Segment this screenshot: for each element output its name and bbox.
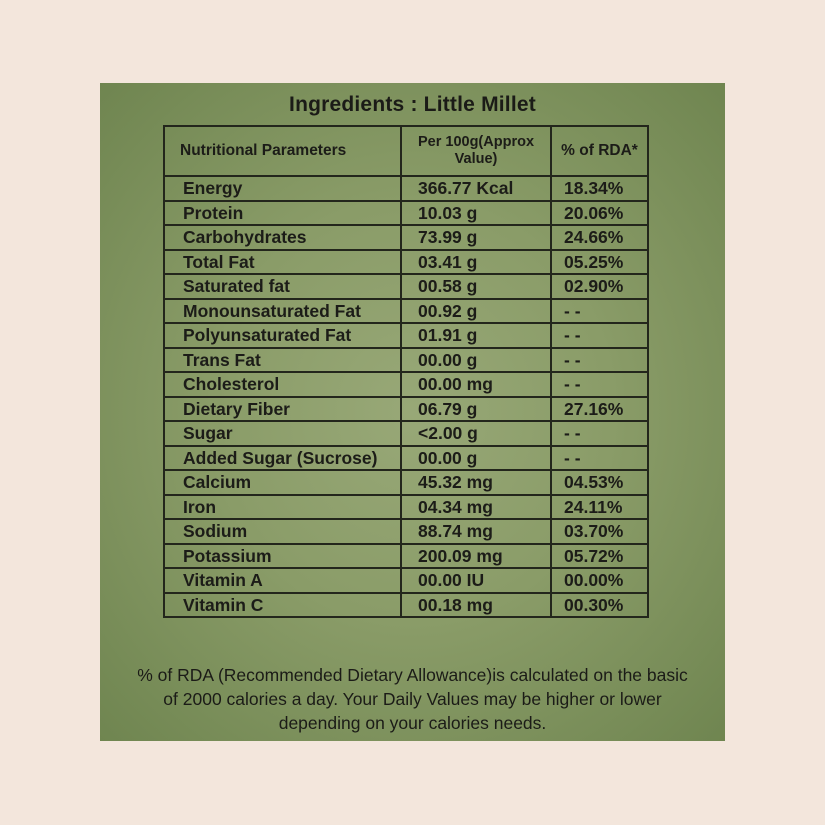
table-row (164, 323, 648, 348)
nutrient-value: 00.00 g (401, 446, 551, 471)
nutrient-rda: 24.66% (551, 225, 648, 250)
nutrient-value: 03.41 g (401, 250, 551, 275)
nutrient-value: 88.74 mg (401, 519, 551, 544)
nutrient-name: Saturated fat (164, 274, 401, 299)
nutrient-value: 04.34 mg (401, 495, 551, 520)
nutrient-rda: - - (551, 348, 648, 373)
nutrient-name: Carbohydrates (164, 225, 401, 250)
nutrient-name: Calcium (164, 470, 401, 495)
nutrient-rda: - - (551, 446, 648, 471)
nutrient-value: 200.09 mg (401, 544, 551, 569)
table-row (164, 225, 648, 250)
table-row (164, 568, 648, 593)
nutrient-value: 366.77 Kcal (401, 176, 551, 201)
nutrient-rda: 00.30% (551, 593, 648, 618)
nutrient-value: 00.00 g (401, 348, 551, 373)
nutrient-rda: - - (551, 299, 648, 324)
nutrient-name: Trans Fat (164, 348, 401, 373)
nutrient-rda: 20.06% (551, 201, 648, 226)
table-row (164, 250, 648, 275)
table-row (164, 446, 648, 471)
footnote-line-3: depending on your calories needs. (278, 713, 547, 733)
header-per-100g: Per 100g(Approx Value) (401, 126, 551, 176)
nutrient-rda: 27.16% (551, 397, 648, 422)
nutrient-rda: - - (551, 323, 648, 348)
nutrient-name: Sugar (164, 421, 401, 446)
nutrient-name: Vitamin A (164, 568, 401, 593)
table-row (164, 299, 648, 324)
nutrition-panel (100, 83, 725, 741)
nutrient-name: Added Sugar (Sucrose) (164, 446, 401, 471)
nutrient-value: 01.91 g (401, 323, 551, 348)
table-row (164, 544, 648, 569)
table-row (164, 495, 648, 520)
nutrient-rda: - - (551, 421, 648, 446)
nutrient-rda: 00.00% (551, 568, 648, 593)
footnote-line-2: of 2000 calories a day. Your Daily Values may be higher or lower (163, 689, 662, 709)
nutrient-name: Potassium (164, 544, 401, 569)
nutrient-value: 73.99 g (401, 225, 551, 250)
nutrient-name: Polyunsaturated Fat (164, 323, 401, 348)
table-row (164, 593, 648, 618)
table-row (164, 470, 648, 495)
footnote-line-1: % of RDA (Recommended Dietary Allowance)is calculated on the basic (137, 665, 688, 685)
nutrient-name: Energy (164, 176, 401, 201)
nutrient-name: Vitamin C (164, 593, 401, 618)
nutrient-value: 00.00 mg (401, 372, 551, 397)
table-row (164, 201, 648, 226)
nutrient-value: <2.00 g (401, 421, 551, 446)
nutrient-name: Sodium (164, 519, 401, 544)
nutrient-value: 00.18 mg (401, 593, 551, 618)
table-body (164, 176, 648, 617)
rda-footnote (100, 663, 725, 735)
nutrient-name: Monounsaturated Fat (164, 299, 401, 324)
table-row (164, 348, 648, 373)
table-row (164, 274, 648, 299)
nutrient-rda: - - (551, 372, 648, 397)
table-row (164, 519, 648, 544)
nutrient-value: 00.58 g (401, 274, 551, 299)
nutrient-value: 00.00 IU (401, 568, 551, 593)
table-row (164, 176, 648, 201)
nutrient-value: 10.03 g (401, 201, 551, 226)
nutrient-name: Total Fat (164, 250, 401, 275)
nutrient-name: Protein (164, 201, 401, 226)
nutrient-name: Iron (164, 495, 401, 520)
nutrient-rda: 05.25% (551, 250, 648, 275)
nutrient-rda: 05.72% (551, 544, 648, 569)
table-row (164, 421, 648, 446)
panel-title: Ingredients : Little Millet (289, 93, 536, 116)
nutrient-value: 06.79 g (401, 397, 551, 422)
nutrition-table (163, 125, 649, 618)
table-row (164, 372, 648, 397)
nutrient-rda: 18.34% (551, 176, 648, 201)
nutrient-rda: 02.90% (551, 274, 648, 299)
nutrient-rda: 04.53% (551, 470, 648, 495)
table-row (164, 397, 648, 422)
nutrient-value: 00.92 g (401, 299, 551, 324)
header-parameter: Nutritional Parameters (164, 126, 401, 176)
nutrient-value: 45.32 mg (401, 470, 551, 495)
header-rda: % of RDA* (551, 126, 648, 176)
table-header-row (164, 126, 648, 176)
nutrient-rda: 03.70% (551, 519, 648, 544)
nutrient-rda: 24.11% (551, 495, 648, 520)
nutrient-name: Dietary Fiber (164, 397, 401, 422)
nutrient-name: Cholesterol (164, 372, 401, 397)
